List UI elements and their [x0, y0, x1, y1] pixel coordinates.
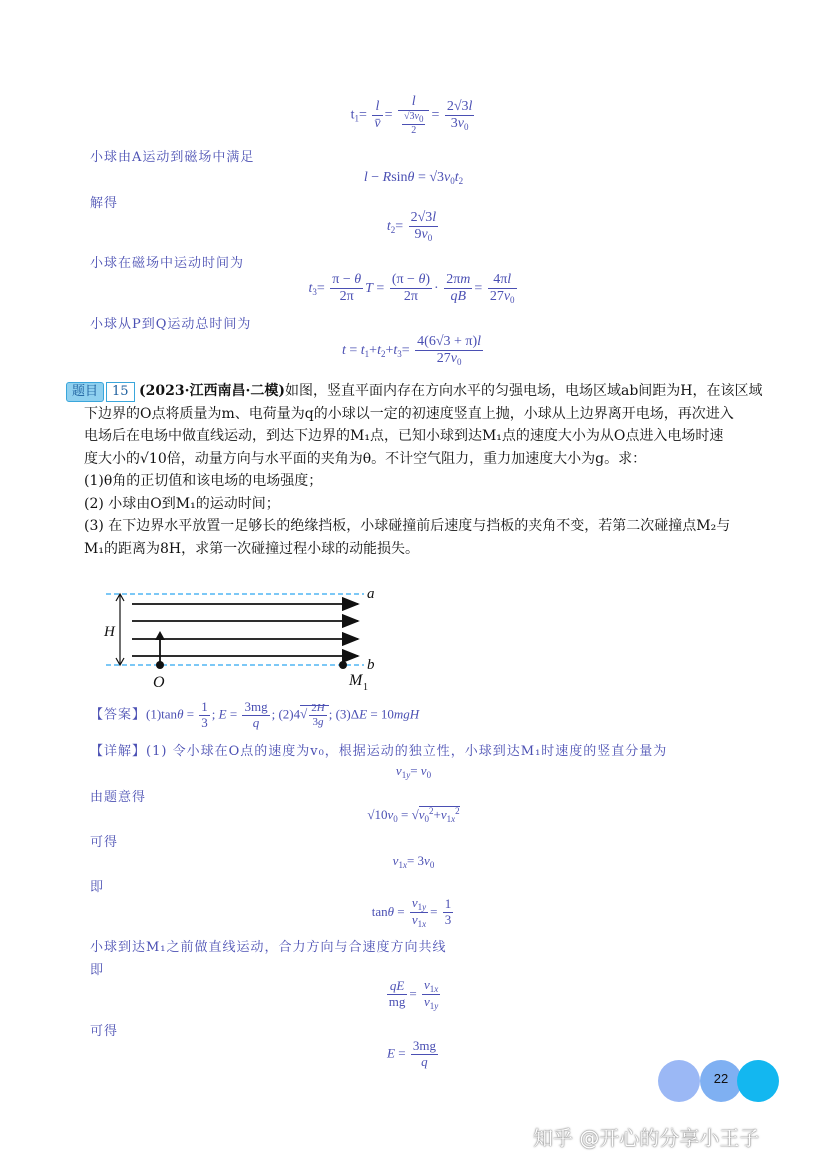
equation-motion: $l - Rsin\theta = √3v_0t_2$ — [363, 170, 464, 186]
label-M1: M — [349, 672, 363, 689]
equation-v1y: $v_{1y}= v_0$ — [395, 763, 432, 780]
label-a: a — [367, 586, 375, 602]
question-3-line-1: (3) 在下边界水平放置一足够长的绝缘挡板，小球碰撞前后速度与挡板的夹角不变，若第二次碰撞点M₂与 — [84, 518, 731, 534]
text-straight-line: 小球到达M₁之前做直线运动，合力方向与合速度方向共线 — [90, 940, 447, 955]
problem-source: (2023·江西南昌·二模) — [139, 383, 285, 399]
label-M1-subscript: 1 — [363, 682, 368, 693]
detail-intro — [90, 740, 667, 759]
text-ie-2: 即 — [90, 963, 105, 978]
equation-sqrt10: $√10v_0 = √v_0^2+v_{1x}^2$ — [367, 806, 460, 824]
text-from-problem: 由题意得 — [90, 790, 147, 805]
equation-v1x: $v_{1x}= 3v_0$ — [392, 853, 435, 870]
text-a-to-field: 小球由A运动到磁场中满足 — [90, 150, 255, 165]
detail-intro-text: (1) 令小球在O点的速度为v₀，根据运动的独立性，小球到达M₁时速度的竖直分量为 — [146, 744, 668, 759]
question-3-line-2: M₁的距离为8H，求第一次碰撞过程小球的动能损失。 — [84, 540, 420, 557]
question-1: (1)θ角的正切值和该电场的电场强度； — [84, 473, 323, 489]
equation-total-time: $t = t_1+t_2+t_3=$ $\frac{4(6√3 + \pi)l}{27v_0}$ — [341, 334, 482, 368]
page-badge-left-circle — [658, 1060, 700, 1102]
point-O — [156, 661, 164, 669]
text-time-in-field: 小球在磁场中运动时间为 — [90, 256, 245, 271]
detail-tag: 【详解】 — [90, 744, 147, 759]
equation-t3: $t_3=$ $\frac{\pi - \theta}{2\pi}$ T = $\frac{(\pi - \theta)}{2\pi}$ · $\frac{2\pi m}{qB}$ = $\frac{4\pi l}{27v_0}$ — [308, 272, 515, 306]
page-number: 22 — [713, 1071, 729, 1086]
label-b: b — [367, 657, 375, 673]
problem-stem-3: 电场后在电场中做直线运动，到达下边界的M₁点，已知小球到达M₁点的速度大小为从O点进入电场时速 — [84, 428, 724, 444]
watermark: 知乎 @开心的分享小王子 — [533, 1126, 760, 1150]
label-H: H — [104, 624, 115, 640]
text-ie: 即 — [90, 880, 105, 895]
text-thus-2: 可得 — [90, 1024, 119, 1039]
question-2: (2) 小球由O到M₁的运动时间； — [84, 495, 280, 512]
problem-stem-4: 度大小的√10倍，动量方向与水平面的夹角为θ。不计空气阻力，重力加速度大小为g。求： — [84, 450, 647, 467]
text-total-time: 小球从P到Q运动总时间为 — [90, 317, 252, 332]
problem-stem-1: 如图，竖直平面内存在方向水平的匀强电场，电场区域ab间距为H，在该区域 — [284, 383, 763, 399]
problem-tag: 题目 — [66, 382, 104, 402]
equation-E: E = $\frac{3mg}{q}$ — [387, 1038, 436, 1069]
text-solve: 解得 — [90, 196, 119, 211]
field-diagram — [96, 578, 396, 693]
label-O: O — [153, 674, 165, 691]
text-thus: 可得 — [90, 835, 119, 850]
answer-tag: 【答案】 — [90, 706, 147, 722]
problem-stem-2: 下边界的O点将质量为m、电荷量为q的小球以一定的初速度竖直上抛，小球从上边界离开电场，再次进入 — [84, 405, 734, 422]
page-badge-right-circle — [737, 1060, 779, 1102]
equation-t1: $t_1=$ $\frac{l}{v̄}$ = $\frac{l}{\frac{√3v0}{2}}$ = $\frac{2√3l}{3v_0}$ — [350, 94, 473, 137]
problem-line-1 — [66, 380, 766, 403]
problem-15 — [66, 380, 766, 560]
point-M1 — [339, 661, 347, 669]
answer-line: 【答案】(1)tanθ = $\frac{1}{3}$ ; E = $\frac{3mg}{q}$ ; (2)4√ $\frac{2H}{3g}$ ; (3)ΔE = 10mgH — [90, 699, 420, 730]
problem-number: 15 — [106, 382, 135, 402]
equation-t2: $t_2=$ $\frac{2√3l}{9v_0}$ — [386, 210, 437, 244]
equation-tan: tanθ = $\frac{v_{1y}}{v_{1x}}$ = $\frac{1}{3}$ — [371, 895, 452, 930]
equation-ratio: $\frac{qE}{mg}$ = $\frac{v_{1x}}{v_{1y}}$ — [388, 977, 439, 1012]
